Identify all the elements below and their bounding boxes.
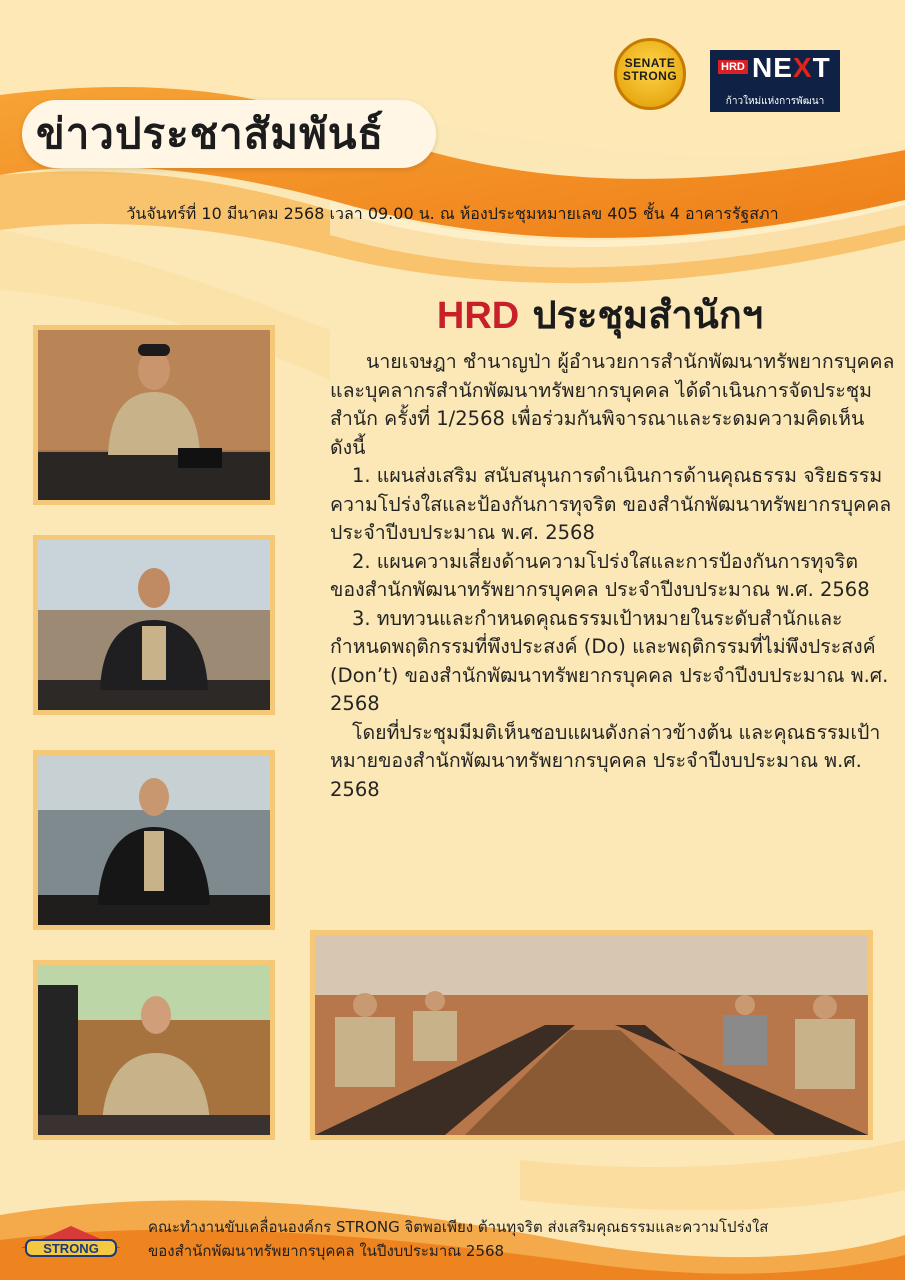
- article-body: [330, 348, 895, 804]
- page-title: ข่าวประชาสัมพันธ์: [36, 109, 385, 158]
- hrd-badge: HRD: [718, 60, 748, 74]
- photo-staff-1: [33, 535, 275, 715]
- senate-logo-line1: SENATE: [624, 56, 676, 70]
- photo-meeting-group: [310, 930, 873, 1140]
- strong-footer-logo: [16, 1218, 126, 1262]
- photo-staff-3: [33, 960, 275, 1140]
- next-tagline: ก้าวใหม่แห่งการพัฒนา: [725, 96, 825, 107]
- next-part3: T: [812, 52, 831, 83]
- intro-paragraph: นายเจษฎา ชำนาญป่า ผู้อำนวยการสำนักพัฒนาทรัพยากรบุคคล และบุคลากรสำนักพัฒนาทรัพยากรบุคคล ได้ดำเนินการจัดประชุมสำนัก ครั้งที่ 1/2568 เพื่อร่วมกันพิจารณาและระดมความคิดเห็น ดังนี้: [330, 350, 895, 459]
- headline-highlight: HRD: [436, 295, 520, 337]
- agenda-item-3: 3. ทบทวนและกำหนดคุณธรรมเป้าหมายในระดับสำนักและกำหนดพฤติกรรมที่พึงประสงค์ (Do) และพฤติกรรมที่ไม่พึงประสงค์ (Don’t) ของสำนักพัฒนาทรัพยากรบุคคล ประจำปีงบประมาณ พ.ศ. 2568: [330, 606, 889, 715]
- headline: [300, 284, 900, 345]
- next-part1: NE: [752, 52, 793, 83]
- headline-rest: ประชุมสำนักฯ: [519, 293, 764, 337]
- footer-line-1: คณะทำงานขับเคลื่อนองค์กร STRONG จิตพอเพียง ต้านทุจริต ส่งเสริมคุณธรรมและความโปร่งใส: [148, 1218, 769, 1236]
- photo-director: [33, 325, 275, 505]
- agenda-item-2: 2. แผนความเสี่ยงด้านความโปร่งใสและการป้องกันการทุจริต ของสำนักพัฒนาทรัพยากรบุคคล ประจำปีงบประมาณ พ.ศ. 2568: [330, 549, 870, 601]
- senate-logo-line2: STRONG: [622, 69, 678, 83]
- footer-caption: [148, 1215, 888, 1263]
- next-part2: X: [792, 52, 813, 83]
- footer-logo-text: STRONG: [43, 1241, 99, 1256]
- conclusion-paragraph: โดยที่ประชุมมีมติเห็นชอบแผนดังกล่าวข้างต้น และคุณธรรมเป้าหมายของสำนักพัฒนาทรัพยากรบุคคล ประจำปีงบประมาณ พ.ศ. 2568: [330, 720, 881, 801]
- hrd-next-logo: [710, 50, 840, 112]
- senate-strong-logo: [614, 38, 686, 110]
- photo-staff-2: [33, 750, 275, 930]
- footer-line-2: ของสำนักพัฒนาทรัพยากรบุคคล ในปีงบประมาณ 2568: [148, 1242, 505, 1260]
- agenda-item-1: 1. แผนส่งเสริม สนับสนุนการดำเนินการด้านคุณธรรม จริยธรรม ความโปร่งใสและป้องกันการทุจริต ของสำนักพัฒนาทรัพยากรบุคคล ประจำปีงบประมาณ พ.ศ. 2568: [330, 464, 892, 544]
- next-wordmark: [752, 52, 831, 84]
- event-date-line: วันจันทร์ที่ 10 มีนาคม 2568 เวลา 09.00 น. ณ ห้องประชุมหมายเลข 405 ชั้น 4 อาคารรัฐสภา: [126, 204, 779, 223]
